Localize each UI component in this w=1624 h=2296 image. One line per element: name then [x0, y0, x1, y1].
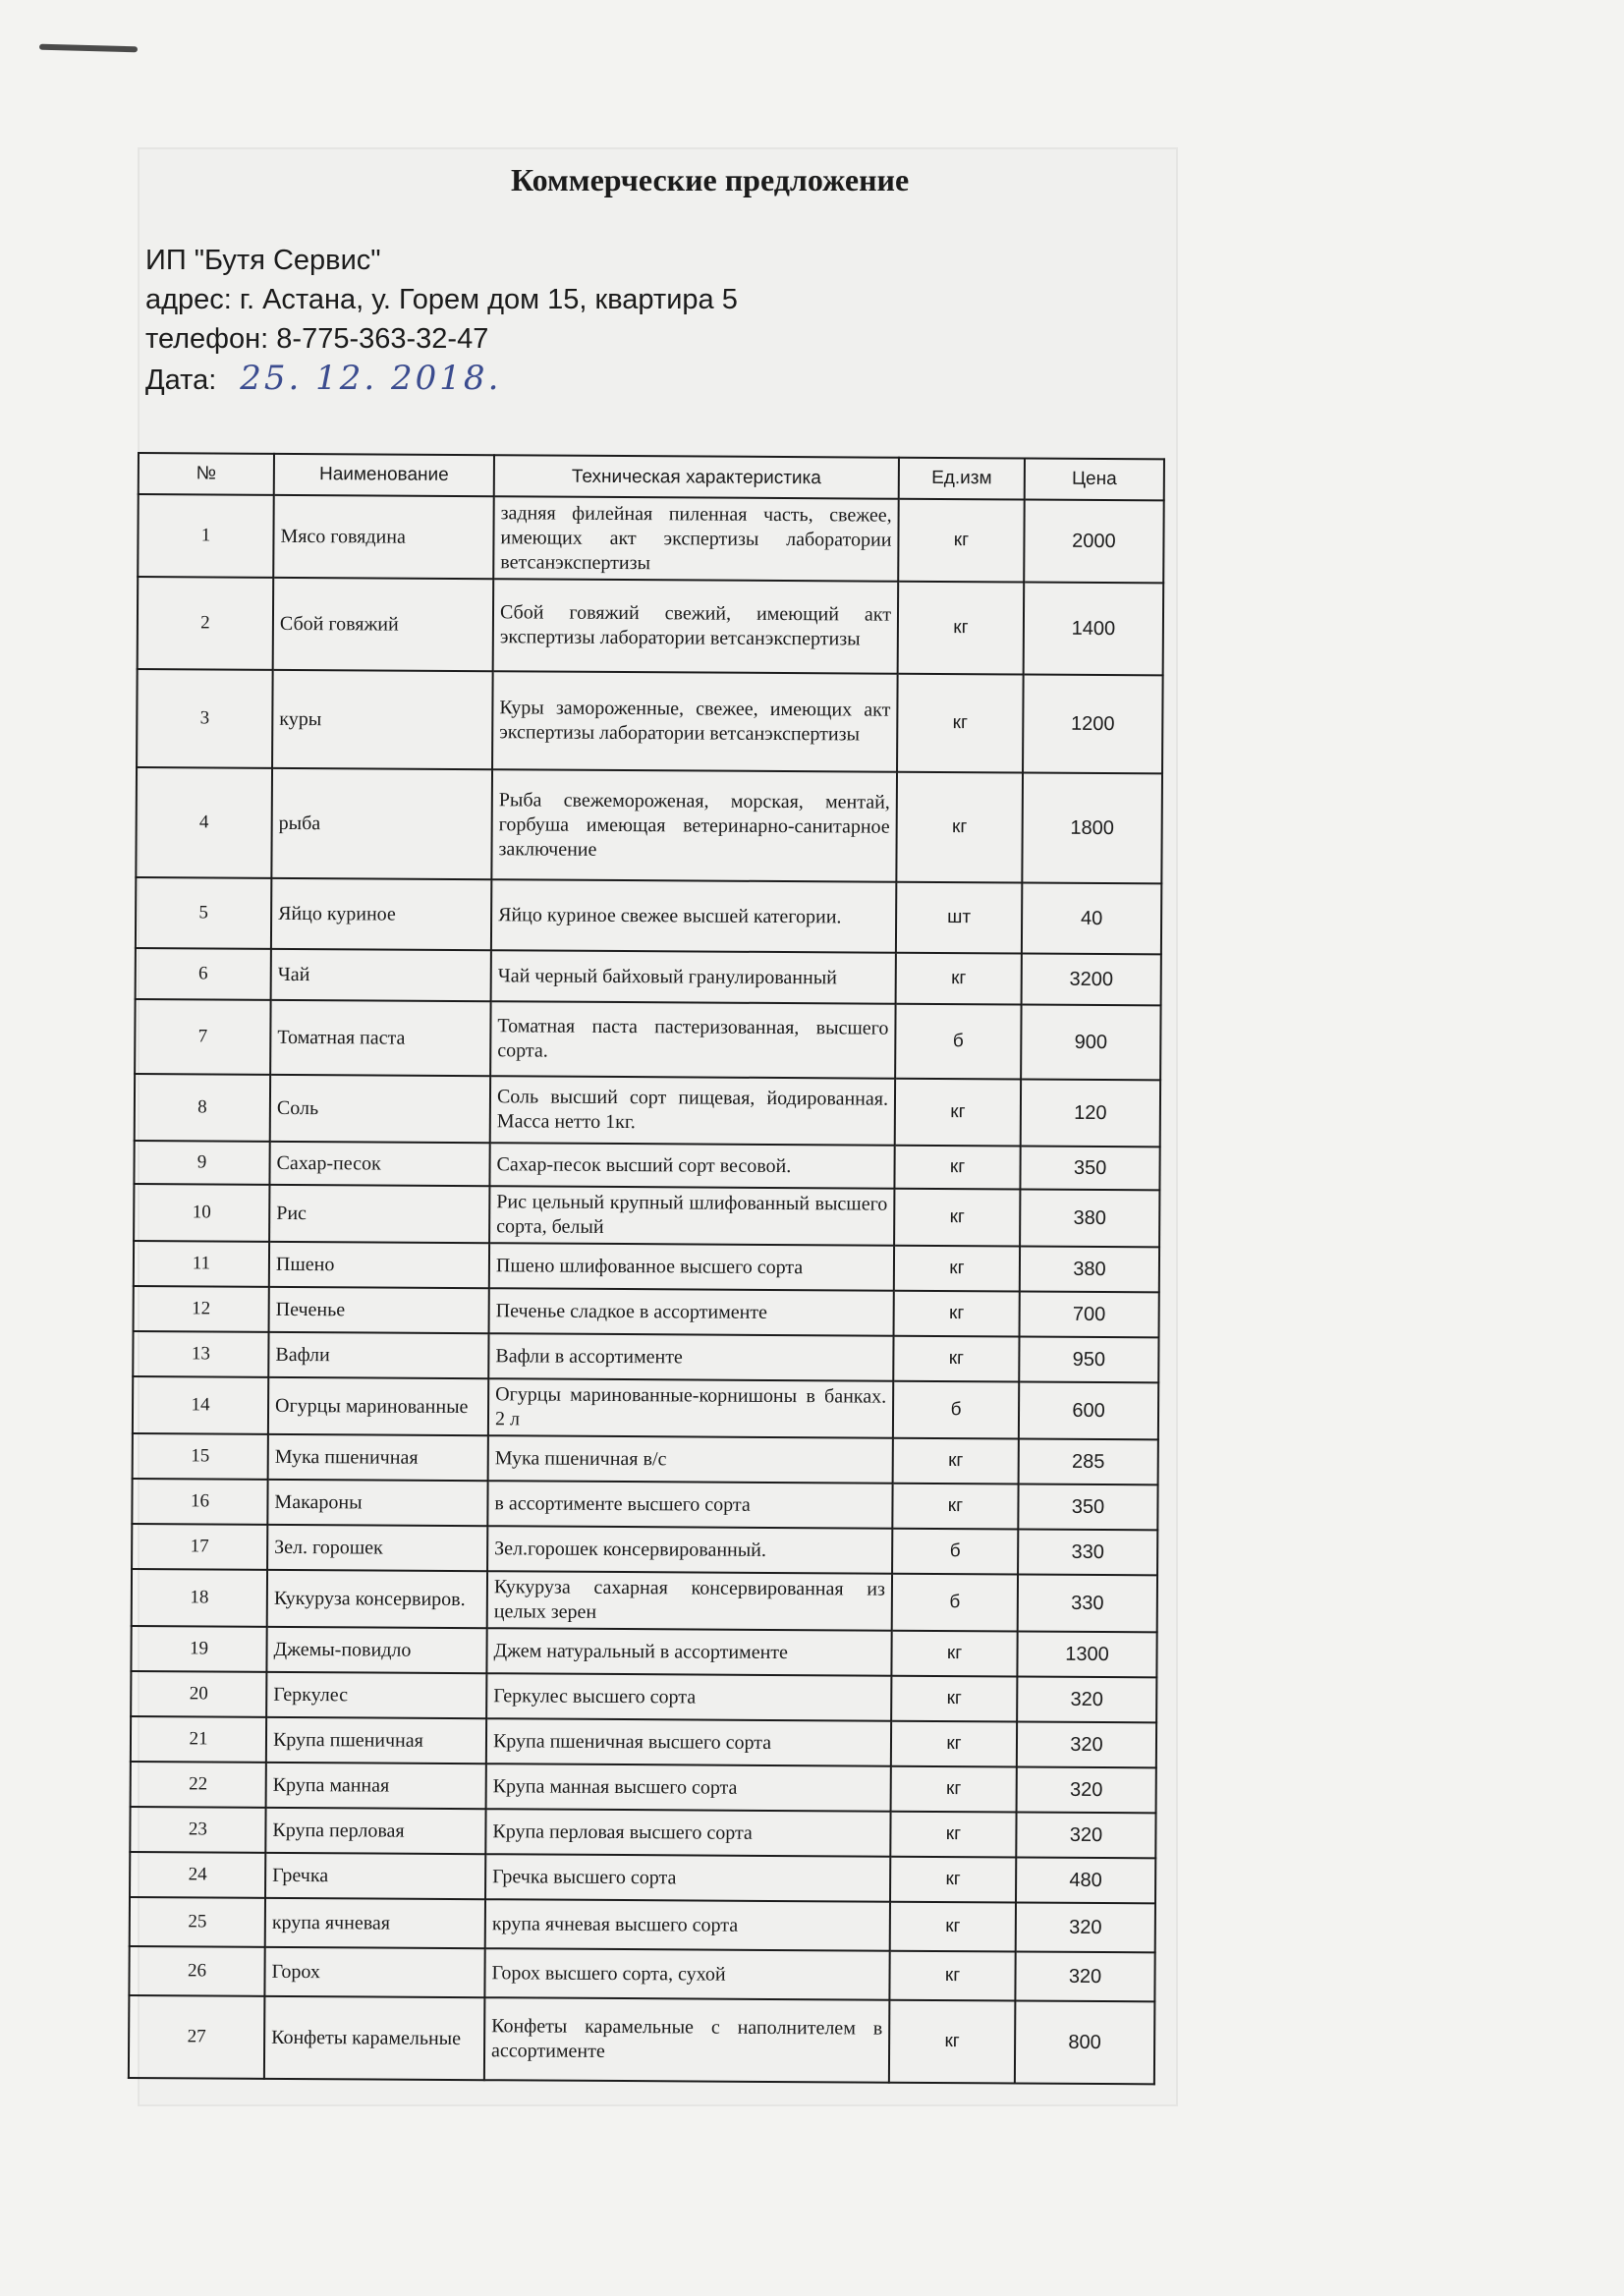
table-row [135, 1074, 1160, 1147]
table-row [131, 1671, 1156, 1722]
row-price: 285 [1019, 1438, 1158, 1484]
row-number: 11 [134, 1241, 269, 1287]
row-spec: Вафли в ассортименте [488, 1333, 893, 1381]
row-unit: кг [892, 1484, 1018, 1530]
row-number: 17 [132, 1524, 267, 1570]
row-price: 600 [1019, 1381, 1158, 1439]
table-row [136, 948, 1161, 1005]
row-name: Кукуруза консервиров. [267, 1570, 487, 1628]
row-name: Джемы-повидло [266, 1627, 486, 1673]
row-unit: кг [894, 1291, 1020, 1337]
row-name: Гречка [265, 1853, 485, 1899]
row-number: 15 [133, 1433, 268, 1480]
row-spec: Чай черный байховый гранулированный [491, 950, 896, 1004]
row-number: 4 [136, 767, 272, 878]
row-spec: Соль высший сорт пищевая, йодированная. Масса нетто 1кг. [490, 1076, 895, 1146]
row-spec: Огурцы маринованные-корнишоны в банках. 2 л [488, 1378, 893, 1438]
row-price: 700 [1020, 1292, 1159, 1338]
row-price: 320 [1016, 1902, 1155, 1952]
row-number: 12 [134, 1286, 269, 1332]
row-name: Сахар-песок [269, 1142, 489, 1186]
row-number: 21 [131, 1716, 266, 1763]
company-phone: телефон: 8-775-363-32-47 [145, 323, 489, 355]
row-price: 2000 [1024, 500, 1164, 584]
table-row [138, 494, 1163, 583]
table-row [134, 1286, 1159, 1337]
row-price: 350 [1020, 1147, 1159, 1191]
row-spec: Крупа пшеничная высшего сорта [486, 1718, 891, 1766]
row-price: 800 [1015, 2000, 1155, 2084]
table-row [134, 1184, 1159, 1247]
row-spec: Пшено шлифованное высшего сорта [489, 1243, 894, 1291]
row-unit: кг [897, 674, 1024, 773]
table-row [133, 1433, 1158, 1484]
offer-table [128, 452, 1165, 2085]
header-price: Цена [1025, 459, 1164, 501]
row-unit: кг [896, 953, 1022, 1005]
row-unit: б [895, 1004, 1021, 1080]
table-row [130, 1807, 1155, 1858]
row-unit: кг [890, 1857, 1016, 1903]
row-number: 26 [129, 1946, 264, 1996]
row-unit: кг [896, 772, 1023, 883]
row-name: Горох [264, 1947, 484, 1997]
row-unit: кг [893, 1438, 1019, 1484]
row-name: крупа ячневая [265, 1898, 485, 1948]
row-spec: Яйцо куриное свежее высшей категории. [491, 879, 896, 953]
row-name: Яйцо куриное [271, 878, 491, 950]
table-row [138, 577, 1164, 675]
row-spec: Сахар-песок высший сорт весовой. [489, 1143, 894, 1189]
table-row [137, 669, 1163, 773]
row-unit: кг [898, 582, 1025, 675]
row-price: 320 [1015, 1951, 1154, 2001]
row-number: 16 [132, 1479, 267, 1525]
row-spec: Рыба свежемороженая, морская, ментай, горбуша имеющая ветеринарно-санитарное заключение [491, 769, 897, 882]
row-name: Сбой говяжий [273, 578, 494, 671]
row-name: Пшено [269, 1242, 489, 1288]
row-spec: Конфеты карамельные с наполнителем в ассортименте [484, 1997, 890, 2083]
row-unit: б [892, 1529, 1018, 1575]
row-unit: кг [891, 1721, 1017, 1767]
row-spec: в ассортименте высшего сорта [487, 1481, 892, 1529]
row-price: 320 [1017, 1676, 1156, 1722]
row-price: 900 [1021, 1005, 1160, 1081]
row-unit: кг [891, 1676, 1017, 1722]
row-spec: Джем натуральный в ассортименте [486, 1628, 891, 1676]
row-price: 1300 [1017, 1631, 1156, 1677]
row-number: 8 [135, 1074, 270, 1142]
row-number: 23 [130, 1807, 265, 1853]
row-number: 2 [138, 577, 274, 670]
row-price: 1200 [1023, 675, 1163, 774]
company-address: адрес: г. Астана, у. Горем дом 15, квартира 5 [145, 284, 738, 315]
table-row [134, 1241, 1159, 1292]
row-price: 320 [1017, 1766, 1156, 1813]
table-row [133, 1376, 1158, 1439]
row-name: Томатная паста [270, 1000, 490, 1076]
row-unit: кг [889, 2000, 1016, 2084]
document-title: Коммерческие предложение [511, 162, 910, 197]
row-spec: Гречка высшего сорта [485, 1854, 890, 1902]
row-price: 120 [1021, 1080, 1160, 1148]
row-name: Крупа манная [266, 1763, 486, 1809]
row-unit: кг [893, 1336, 1019, 1382]
date-line [145, 359, 738, 400]
row-unit: кг [890, 1812, 1016, 1858]
row-name: Геркулес [266, 1672, 486, 1718]
row-spec: Томатная паста пастеризованная, высшего сорта. [490, 1001, 895, 1079]
date-label: Дата: [145, 364, 217, 396]
row-price: 950 [1019, 1336, 1158, 1382]
row-spec: Кукуруза сахарная консервированная из целых зерен [487, 1571, 892, 1631]
row-spec: крупа ячневая высшего сорта [485, 1899, 890, 1951]
row-name: Чай [271, 949, 491, 1001]
company-name: ИП "Бутя Сервис" [145, 245, 381, 276]
row-number: 13 [133, 1331, 268, 1377]
row-price: 3200 [1022, 954, 1161, 1006]
table-header-row [139, 453, 1164, 500]
row-name: Соль [270, 1075, 490, 1143]
row-name: Печенье [269, 1287, 489, 1333]
row-number: 7 [135, 999, 270, 1075]
table-row [132, 1479, 1157, 1530]
row-price: 380 [1020, 1247, 1159, 1293]
row-unit: кг [898, 499, 1025, 583]
row-name: Крупа пшеничная [266, 1717, 486, 1764]
row-price: 330 [1018, 1574, 1157, 1632]
row-number: 27 [129, 1995, 265, 2079]
row-unit: кг [894, 1189, 1020, 1247]
row-name: Мука пшеничная [268, 1434, 488, 1481]
row-name: Макароны [267, 1480, 487, 1526]
row-spec: Горох высшего сорта, сухой [484, 1948, 889, 2000]
header-spec: Техническая характеристика [494, 455, 899, 499]
row-price: 1800 [1022, 773, 1162, 884]
row-name: Конфеты карамельные [264, 1996, 485, 2080]
row-number: 1 [138, 494, 274, 578]
row-name: Крупа перловая [265, 1808, 485, 1854]
row-spec: Печенье сладкое в ассортименте [489, 1288, 894, 1336]
company-info [145, 241, 738, 400]
row-number: 20 [131, 1671, 266, 1717]
row-unit: кг [895, 1079, 1021, 1147]
row-unit: б [892, 1574, 1018, 1632]
row-price: 350 [1018, 1484, 1157, 1530]
row-unit: кг [890, 1902, 1016, 1952]
row-spec: Геркулес высшего сорта [486, 1673, 891, 1721]
row-price: 380 [1020, 1190, 1159, 1248]
row-number: 22 [131, 1762, 266, 1808]
table-row [130, 1897, 1155, 1952]
table-row [132, 1569, 1157, 1632]
table-row [131, 1626, 1156, 1677]
row-unit: б [893, 1381, 1019, 1439]
row-number: 19 [131, 1626, 266, 1672]
row-spec: Рис цельный крупный шлифованный высшего сорта, белый [489, 1186, 894, 1246]
table-row [134, 1141, 1159, 1190]
row-name: Рис [269, 1185, 489, 1243]
row-price: 40 [1022, 883, 1161, 955]
row-number: 24 [130, 1852, 265, 1898]
row-price: 1400 [1024, 583, 1164, 676]
header-unit: Ед.изм [899, 458, 1025, 500]
row-number: 6 [136, 948, 271, 1000]
row-name: рыба [271, 768, 492, 879]
row-name: Зел. горошек [267, 1525, 487, 1571]
table-row [136, 767, 1162, 883]
scan-edge-mark [39, 44, 138, 53]
row-number: 9 [134, 1141, 269, 1185]
table-row [136, 877, 1161, 954]
table-row [129, 1946, 1154, 2001]
table-row [131, 1716, 1156, 1767]
row-number: 18 [132, 1569, 267, 1627]
row-spec: Крупа манная высшего сорта [486, 1764, 891, 1812]
row-number: 25 [130, 1897, 265, 1947]
row-spec: Мука пшеничная в/с [488, 1435, 893, 1484]
header-name: Наименование [274, 454, 494, 496]
row-spec: задняя филейная пиленная часть, свежее, имеющих акт экспертизы лаборатории ветсанэкспертизы [493, 496, 899, 582]
row-number: 5 [136, 877, 271, 949]
handwritten-date: 25. 12. 2018. [240, 359, 502, 398]
row-unit: шт [896, 882, 1022, 954]
row-number: 14 [133, 1376, 268, 1434]
row-price: 320 [1016, 1812, 1155, 1858]
row-unit: кг [894, 1246, 1020, 1292]
table-row [131, 1762, 1156, 1813]
row-price: 320 [1017, 1721, 1156, 1767]
row-spec: Крупа перловая высшего сорта [485, 1809, 890, 1857]
row-number: 3 [137, 669, 273, 768]
table-row [130, 1852, 1155, 1903]
table-row [135, 999, 1160, 1080]
table-row [129, 1995, 1154, 2084]
table-body [129, 494, 1164, 2084]
row-spec: Сбой говяжий свежий, имеющий акт экспертизы лаборатории ветсанэкспертизы [493, 579, 899, 674]
row-spec: Зел.горошек консервированный. [487, 1526, 892, 1574]
table-row [133, 1331, 1158, 1382]
row-name: Мясо говядина [273, 495, 494, 579]
table-row [132, 1524, 1157, 1575]
row-spec: Куры замороженные, свежее, имеющих акт экспертизы лаборатории ветсанэкспертизы [492, 671, 898, 772]
row-unit: кг [889, 1951, 1015, 2001]
header-number: № [139, 453, 274, 495]
row-unit: кг [894, 1146, 1020, 1190]
row-number: 10 [134, 1184, 269, 1242]
row-unit: кг [891, 1631, 1017, 1677]
row-name: Вафли [268, 1332, 488, 1378]
row-name: куры [272, 670, 493, 769]
row-price: 330 [1018, 1529, 1157, 1575]
row-unit: кг [891, 1766, 1017, 1813]
row-name: Огурцы маринованные [268, 1377, 488, 1435]
row-price: 480 [1016, 1857, 1155, 1903]
